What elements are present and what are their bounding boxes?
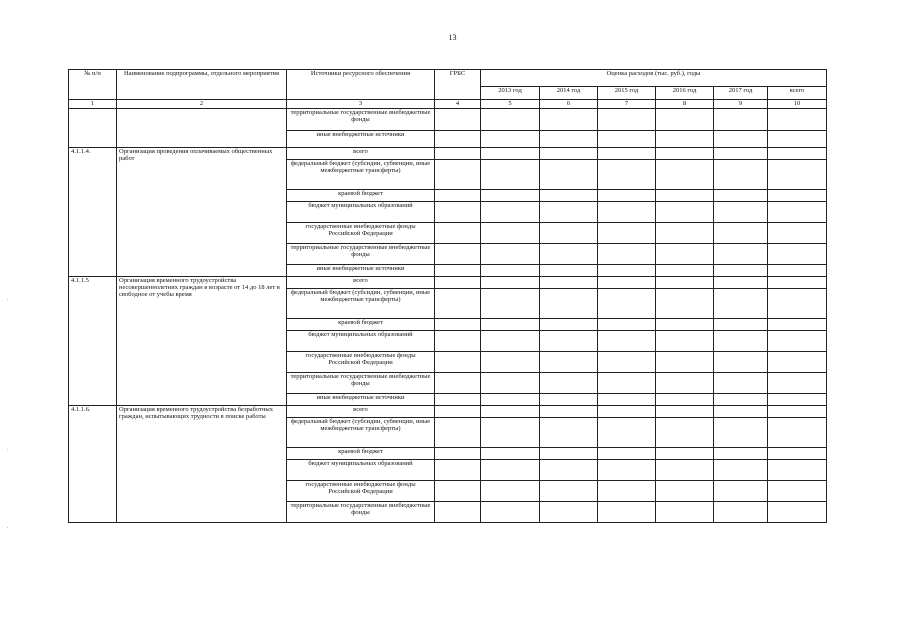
value-cell: [714, 418, 768, 448]
value-cell: [656, 394, 714, 406]
value-cell: [598, 448, 656, 460]
value-cell: [598, 502, 656, 523]
value-cell: [481, 406, 540, 418]
table-body: [69, 70, 827, 523]
value-cell: [656, 418, 714, 448]
header-year: 2017 год: [714, 87, 768, 100]
measure-number: [69, 109, 117, 148]
source-cell: краевой бюджет: [287, 448, 435, 460]
value-cell: [481, 448, 540, 460]
grbs-cell: [435, 265, 481, 277]
value-cell: [768, 394, 827, 406]
value-cell: [540, 460, 598, 481]
grbs-cell: [435, 406, 481, 418]
value-cell: [598, 202, 656, 223]
grbs-cell: [435, 190, 481, 202]
value-cell: [768, 502, 827, 523]
column-number: 4: [435, 100, 481, 109]
column-number: 10: [768, 100, 827, 109]
header-sources: Источники ресурсного обеспечения: [287, 70, 435, 100]
value-cell: [481, 418, 540, 448]
value-cell: [481, 460, 540, 481]
header-year: 2016 год: [656, 87, 714, 100]
value-cell: [540, 352, 598, 373]
value-cell: [768, 448, 827, 460]
value-cell: [598, 373, 656, 394]
value-cell: [714, 460, 768, 481]
source-cell: иные внебюджетные источники: [287, 131, 435, 148]
grbs-cell: [435, 109, 481, 131]
value-cell: [768, 331, 827, 352]
measure-number: 4.1.1.6.: [69, 406, 117, 523]
value-cell: [768, 352, 827, 373]
value-cell: [540, 131, 598, 148]
source-cell: территориальные государственные внебюджетные фонды: [287, 373, 435, 394]
value-cell: [768, 131, 827, 148]
value-cell: [481, 223, 540, 244]
value-cell: [540, 319, 598, 331]
value-cell: [481, 331, 540, 352]
value-cell: [714, 131, 768, 148]
value-cell: [598, 406, 656, 418]
column-number: 1: [69, 100, 117, 109]
value-cell: [656, 352, 714, 373]
value-cell: [656, 244, 714, 265]
grbs-cell: [435, 289, 481, 319]
edge-mark: .: [7, 524, 9, 530]
value-cell: [598, 418, 656, 448]
header-year: 2014 год: [540, 87, 598, 100]
column-numbers-row: [69, 100, 827, 109]
table-row: [69, 406, 827, 418]
measure-name: Организация временного трудоустройства несовершеннолетних граждан в возрасте от 14 до 18 лет в свободное от учебы время: [117, 277, 287, 406]
value-cell: [481, 481, 540, 502]
value-cell: [598, 460, 656, 481]
table-row: [69, 109, 827, 131]
value-cell: [768, 148, 827, 160]
grbs-cell: [435, 131, 481, 148]
column-number: 9: [714, 100, 768, 109]
value-cell: [481, 373, 540, 394]
value-cell: [714, 373, 768, 394]
grbs-cell: [435, 394, 481, 406]
value-cell: [714, 481, 768, 502]
grbs-cell: [435, 160, 481, 190]
value-cell: [656, 319, 714, 331]
value-cell: [714, 148, 768, 160]
source-cell: краевой бюджет: [287, 190, 435, 202]
value-cell: [481, 190, 540, 202]
value-cell: [656, 190, 714, 202]
source-cell: бюджет муниципальных образований: [287, 460, 435, 481]
grbs-cell: [435, 223, 481, 244]
value-cell: [656, 460, 714, 481]
value-cell: [598, 160, 656, 190]
value-cell: [768, 190, 827, 202]
value-cell: [598, 109, 656, 131]
measure-name: Организация временного трудоустройства безработных граждан, испытывающих трудности в поиске работы: [117, 406, 287, 523]
grbs-cell: [435, 202, 481, 223]
value-cell: [540, 148, 598, 160]
value-cell: [656, 331, 714, 352]
measure-name: Организация проведения оплачиваемых общественных работ: [117, 148, 287, 277]
edge-mark: .: [7, 446, 9, 452]
grbs-cell: [435, 373, 481, 394]
budget-table: [68, 69, 827, 523]
value-cell: [656, 481, 714, 502]
value-cell: [481, 244, 540, 265]
value-cell: [656, 109, 714, 131]
value-cell: [768, 277, 827, 289]
measure-name: [117, 109, 287, 148]
header-year: 2015 год: [598, 87, 656, 100]
measure-number: 4.1.1.4.: [69, 148, 117, 277]
value-cell: [540, 289, 598, 319]
source-cell: иные внебюджетные источники: [287, 394, 435, 406]
value-cell: [714, 223, 768, 244]
value-cell: [656, 277, 714, 289]
value-cell: [714, 109, 768, 131]
value-cell: [598, 289, 656, 319]
value-cell: [540, 448, 598, 460]
value-cell: [598, 223, 656, 244]
value-cell: [714, 277, 768, 289]
value-cell: [540, 244, 598, 265]
value-cell: [481, 352, 540, 373]
value-cell: [540, 202, 598, 223]
value-cell: [768, 460, 827, 481]
grbs-cell: [435, 277, 481, 289]
value-cell: [768, 373, 827, 394]
value-cell: [714, 190, 768, 202]
value-cell: [656, 148, 714, 160]
header-num: № п/п: [69, 70, 117, 100]
value-cell: [598, 131, 656, 148]
value-cell: [656, 373, 714, 394]
value-cell: [768, 244, 827, 265]
header-estimate: Оценка расходов (тыс. руб.), годы: [481, 70, 827, 87]
value-cell: [481, 131, 540, 148]
value-cell: [714, 289, 768, 319]
source-cell: федеральный бюджет (субсидии, субвенции, иные межбюджетные трансферты): [287, 160, 435, 190]
value-cell: [540, 481, 598, 502]
value-cell: [714, 265, 768, 277]
value-cell: [481, 202, 540, 223]
value-cell: [656, 265, 714, 277]
value-cell: [540, 109, 598, 131]
grbs-cell: [435, 244, 481, 265]
value-cell: [540, 373, 598, 394]
value-cell: [656, 202, 714, 223]
value-cell: [768, 202, 827, 223]
source-cell: всего: [287, 148, 435, 160]
value-cell: [598, 148, 656, 160]
value-cell: [768, 406, 827, 418]
value-cell: [768, 481, 827, 502]
column-number: 8: [656, 100, 714, 109]
source-cell: краевой бюджет: [287, 319, 435, 331]
value-cell: [656, 131, 714, 148]
source-cell: территориальные государственные внебюджетные фонды: [287, 502, 435, 523]
edge-mark: .: [7, 296, 9, 302]
value-cell: [481, 502, 540, 523]
value-cell: [481, 109, 540, 131]
source-cell: государственные внебюджетные фонды Российской Федерации: [287, 352, 435, 373]
value-cell: [656, 502, 714, 523]
grbs-cell: [435, 331, 481, 352]
source-cell: государственные внебюджетные фонды Российской Федерации: [287, 223, 435, 244]
value-cell: [768, 160, 827, 190]
value-cell: [656, 223, 714, 244]
source-cell: территориальные государственные внебюджетные фонды: [287, 244, 435, 265]
source-cell: территориальные государственные внебюджетные фонды: [287, 109, 435, 131]
value-cell: [656, 160, 714, 190]
grbs-cell: [435, 352, 481, 373]
value-cell: [540, 331, 598, 352]
value-cell: [540, 190, 598, 202]
value-cell: [481, 265, 540, 277]
value-cell: [714, 244, 768, 265]
value-cell: [714, 160, 768, 190]
source-cell: федеральный бюджет (субсидии, субвенции, иные межбюджетные трансферты): [287, 418, 435, 448]
value-cell: [481, 289, 540, 319]
source-cell: бюджет муниципальных образований: [287, 202, 435, 223]
value-cell: [714, 319, 768, 331]
value-cell: [540, 418, 598, 448]
source-cell: всего: [287, 406, 435, 418]
value-cell: [481, 277, 540, 289]
column-number: 3: [287, 100, 435, 109]
header-row: [69, 70, 827, 87]
value-cell: [598, 331, 656, 352]
value-cell: [714, 406, 768, 418]
value-cell: [598, 394, 656, 406]
header-year: всего: [768, 87, 827, 100]
grbs-cell: [435, 418, 481, 448]
value-cell: [481, 394, 540, 406]
header-grbs: ГРБС: [435, 70, 481, 100]
grbs-cell: [435, 481, 481, 502]
value-cell: [481, 319, 540, 331]
source-cell: иные внебюджетные источники: [287, 265, 435, 277]
grbs-cell: [435, 502, 481, 523]
value-cell: [714, 202, 768, 223]
grbs-cell: [435, 148, 481, 160]
value-cell: [768, 319, 827, 331]
value-cell: [714, 502, 768, 523]
value-cell: [768, 418, 827, 448]
value-cell: [768, 109, 827, 131]
value-cell: [656, 289, 714, 319]
grbs-cell: [435, 460, 481, 481]
value-cell: [598, 277, 656, 289]
value-cell: [656, 406, 714, 418]
source-cell: всего: [287, 277, 435, 289]
value-cell: [598, 319, 656, 331]
value-cell: [598, 244, 656, 265]
table-row: [69, 148, 827, 160]
value-cell: [540, 394, 598, 406]
value-cell: [540, 277, 598, 289]
grbs-cell: [435, 319, 481, 331]
value-cell: [598, 481, 656, 502]
value-cell: [540, 160, 598, 190]
value-cell: [714, 352, 768, 373]
value-cell: [481, 148, 540, 160]
value-cell: [598, 352, 656, 373]
value-cell: [598, 190, 656, 202]
grbs-cell: [435, 448, 481, 460]
source-cell: государственные внебюджетные фонды Российской Федерации: [287, 481, 435, 502]
column-number: 2: [117, 100, 287, 109]
value-cell: [598, 265, 656, 277]
value-cell: [768, 289, 827, 319]
value-cell: [714, 331, 768, 352]
value-cell: [540, 223, 598, 244]
value-cell: [540, 265, 598, 277]
value-cell: [656, 448, 714, 460]
value-cell: [481, 160, 540, 190]
value-cell: [540, 406, 598, 418]
value-cell: [714, 448, 768, 460]
header-name: Наименование подпрограммы, отдельного мероприятия: [117, 70, 287, 100]
measure-number: 4.1.1.5: [69, 277, 117, 406]
source-cell: бюджет муниципальных образований: [287, 331, 435, 352]
header-year: 2013 год: [481, 87, 540, 100]
table-row: [69, 277, 827, 289]
source-cell: федеральный бюджет (субсидии, субвенции, иные межбюджетные трансферты): [287, 289, 435, 319]
column-number: 5: [481, 100, 540, 109]
value-cell: [768, 223, 827, 244]
value-cell: [540, 502, 598, 523]
column-number: 6: [540, 100, 598, 109]
column-number: 7: [598, 100, 656, 109]
page-number: 13: [448, 33, 457, 42]
value-cell: [714, 394, 768, 406]
value-cell: [768, 265, 827, 277]
